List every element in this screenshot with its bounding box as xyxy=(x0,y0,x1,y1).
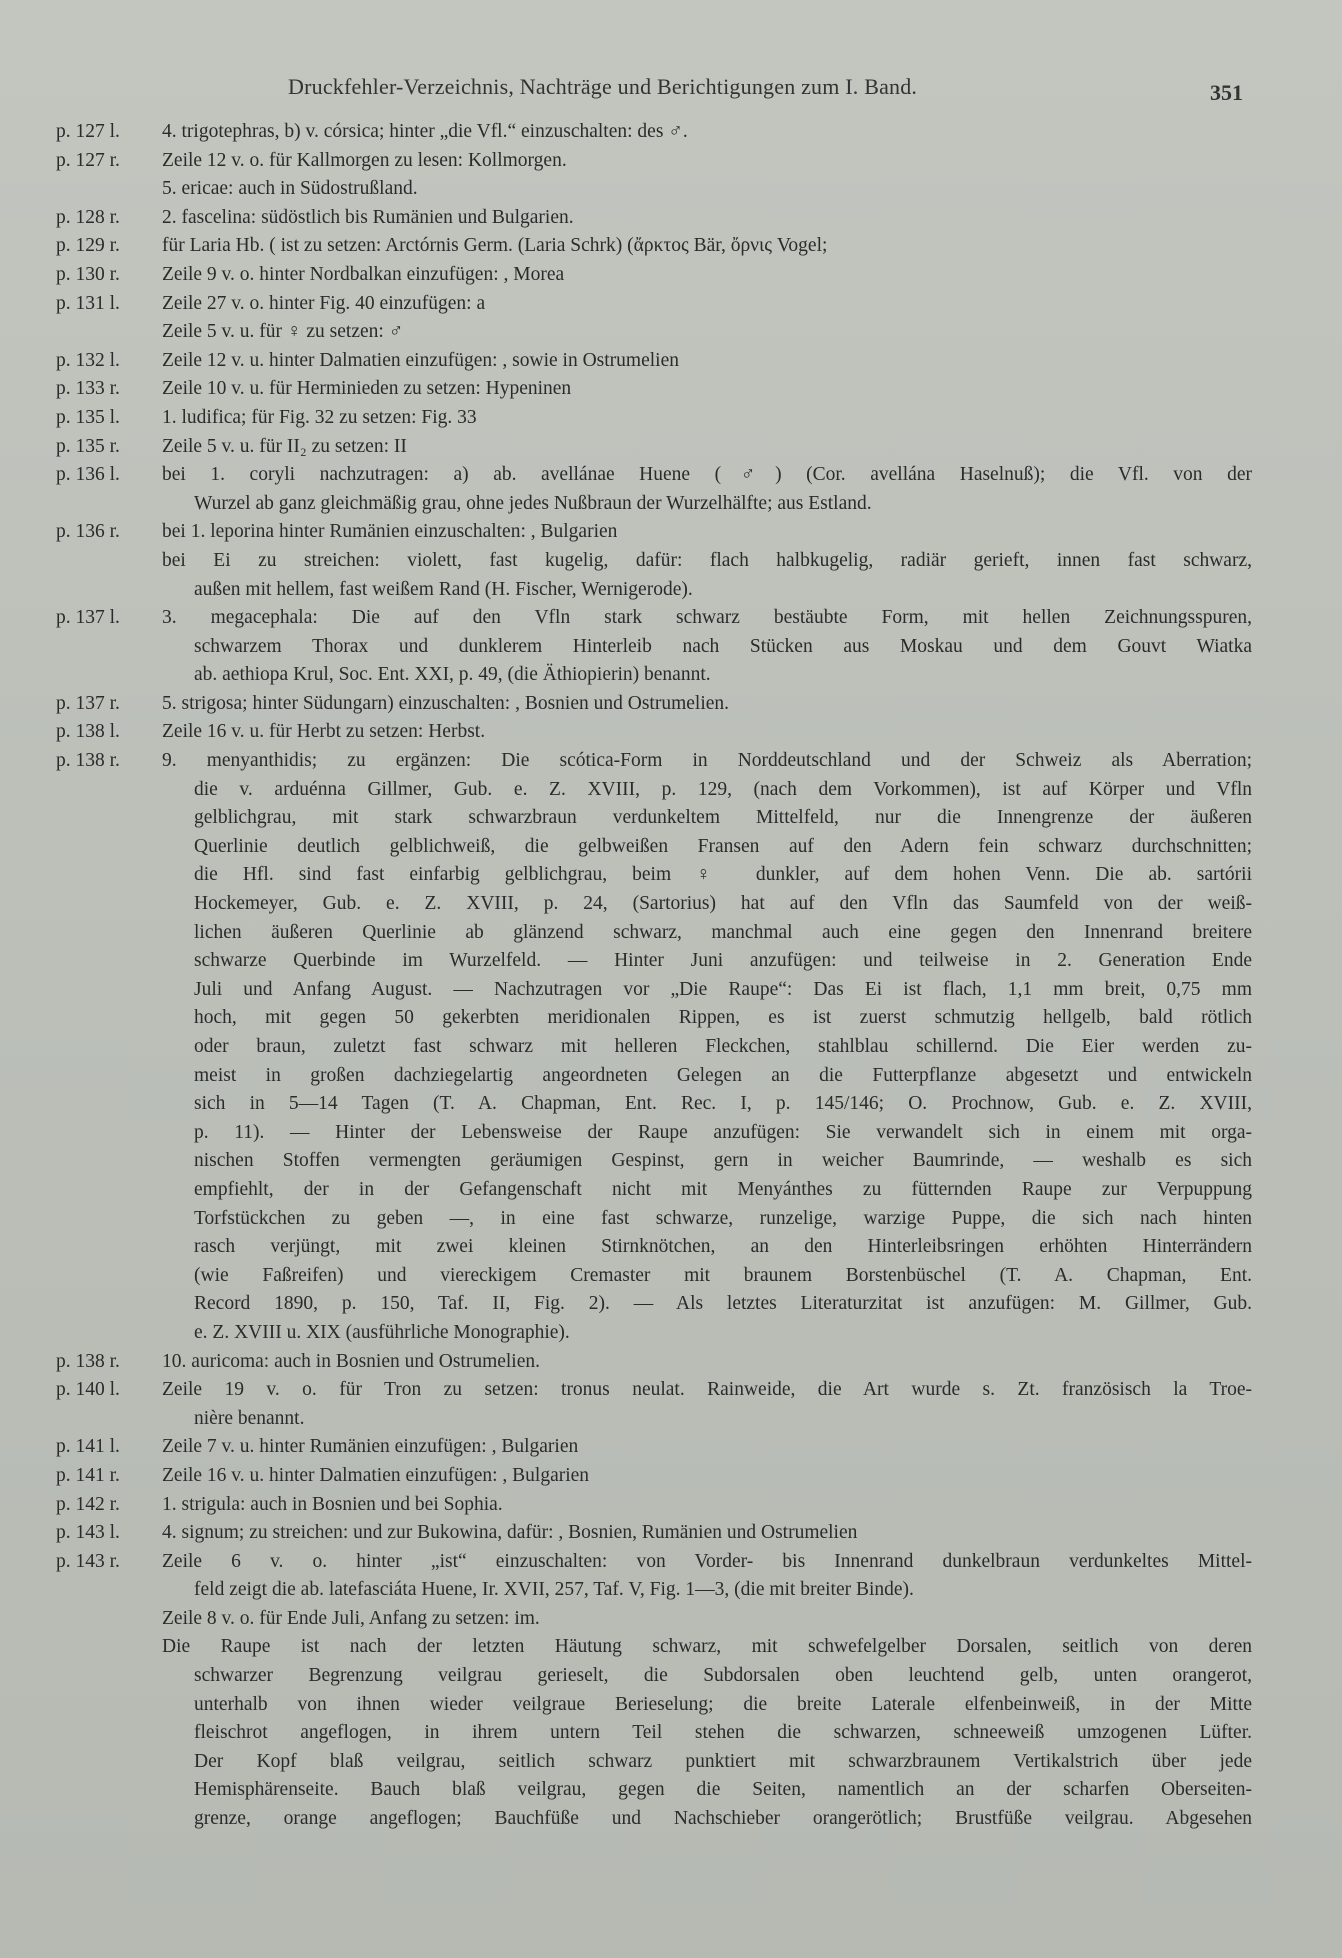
errata-entry xyxy=(0,347,1342,376)
errata-entry xyxy=(0,1519,1342,1548)
errata-entry xyxy=(0,461,1342,518)
text-line: unterhalb von ihnen wieder veilgraue Berieselung; die breite Laterale elfenbeinweiß, in der Mitte xyxy=(194,1693,1252,1715)
text-line: Zeile 8 v. o. für Ende Juli, Anfang zu setzen: im. xyxy=(162,1607,540,1629)
errata-entry xyxy=(0,147,1342,204)
entry-text xyxy=(162,747,1252,1347)
errata-entry xyxy=(0,690,1342,719)
entry-text xyxy=(162,718,1252,747)
text-line: 4. trigotephras, b) v. córsica; hinter „die Vfl.“ einzuschalten: des ♂. xyxy=(162,121,688,142)
entry-text xyxy=(162,1462,1252,1491)
text-line: sich in 5—14 Tagen (T. A. Chapman, Ent. Rec. I, p. 145/146; O. Prochnow, Gub. e. Z. XVIII, xyxy=(194,1093,1252,1115)
text-line: Juli und Anfang August. — Nachzutragen vor „Die Raupe“: Das Ei ist flach, 1,1 mm breit, 0,75 mm xyxy=(194,978,1252,1000)
entry-page-ref: p. 136 l. xyxy=(56,464,120,486)
entry-text xyxy=(162,1548,1252,1834)
entry-text xyxy=(162,433,1252,462)
text-line: die v. arduénna Gillmer, Gub. e. Z. XVIII, p. 129, (nach dem Vorkommen), ist auf Körper und Vfln xyxy=(194,778,1252,800)
errata-entry xyxy=(0,1548,1342,1834)
text-line: bei 1. coryli nachzutragen: a) ab. avellánae Huene (♂) (Cor. avellána Haselnuß); die Vfl. von der xyxy=(162,464,1252,486)
errata-entry xyxy=(0,261,1342,290)
entry-page-ref: p. 138 r. xyxy=(56,1350,120,1372)
entry-page-ref: p. 138 l. xyxy=(56,721,120,743)
entry-page-ref: p. 143 r. xyxy=(56,1550,120,1572)
entry-text xyxy=(162,1433,1252,1462)
entry-text xyxy=(162,690,1252,719)
errata-entry xyxy=(0,1462,1342,1491)
text-line: schwarze Querbinde im Wurzelfeld. — Hinter Juni anzufügen: und teilweise in 2. Generation Ende xyxy=(194,950,1252,972)
text-line: die Hfl. sind fast einfarbig gelblichgrau, beim ♀ dunkler, auf dem hohen Venn. Die ab. sartórii xyxy=(194,864,1252,886)
entry-page-ref: p. 141 l. xyxy=(56,1436,120,1458)
text-line: lichen äußeren Querlinie ab glänzend schwarz, manchmal auch eine gegen den Innenrand breitere xyxy=(194,921,1252,943)
entry-page-ref: p. 128 r. xyxy=(56,206,120,228)
entry-text xyxy=(162,347,1252,376)
text-line: nière benannt. xyxy=(194,1407,305,1429)
text-line: 2. fascelina: südöstlich bis Rumänien und Bulgarien. xyxy=(162,206,574,228)
text-line: meist in großen dachziegelartig angeordneten Gelegen an die Futterpflanze abgesetzt und entwickeln xyxy=(194,1064,1252,1086)
entry-text xyxy=(162,375,1252,404)
entry-page-ref: p. 132 l. xyxy=(56,349,120,371)
entry-text xyxy=(162,147,1252,204)
running-header xyxy=(0,74,1342,110)
text-line: Der Kopf blaß veilgrau, seitlich schwarz punktiert mit schwarzbraunem Vertikalstrich über jede xyxy=(194,1750,1252,1772)
text-line: 10. auricoma: auch in Bosnien und Ostrumelien. xyxy=(162,1350,541,1372)
errata-entry xyxy=(0,518,1342,604)
text-line: e. Z. XVIII u. XIX (ausführliche Monographie). xyxy=(194,1321,570,1343)
text-line: grenze, orange angeflogen; Bauchfüße und Nachschieber orangerötlich; Brustfüße veilgrau. Abgesehen xyxy=(194,1808,1252,1830)
entry-text xyxy=(162,232,1252,261)
text-line: Zeile 27 v. o. hinter Fig. 40 einzufügen: a xyxy=(162,292,486,314)
text-line: bei 1. leporina hinter Rumänien einzuschalten: , Bulgarien xyxy=(162,521,618,543)
entry-text xyxy=(162,518,1252,604)
entry-page-ref: p. 142 r. xyxy=(56,1493,120,1515)
errata-entry xyxy=(0,375,1342,404)
text-line: Zeile 16 v. u. für Herbt zu setzen: Herbst. xyxy=(162,721,486,743)
text-line: 9. menyanthidis; zu ergänzen: Die scótica-Form in Norddeutschland und der Schweiz als Aberration; xyxy=(162,750,1252,772)
entry-page-ref: p. 127 l. xyxy=(56,121,120,142)
entry-page-ref: p. 127 r. xyxy=(56,149,120,171)
text-line: Zeile 10 v. u. für Herminieden zu setzen: Hypeninen xyxy=(162,378,572,400)
text-line: Zeile 12 v. o. für Kallmorgen zu lesen: Kollmorgen. xyxy=(162,149,567,171)
text-line: außen mit hellem, fast weißem Rand (H. Fischer, Wernigerode). xyxy=(194,578,693,600)
entry-page-ref: p. 137 l. xyxy=(56,607,120,629)
entry-page-ref: p. 135 l. xyxy=(56,406,120,428)
text-line: hoch, mit gegen 50 gekerbten meridionalen Rippen, es ist zuerst schmutzig hellgelb, bald rötlich xyxy=(194,1007,1252,1029)
entry-page-ref: p. 131 l. xyxy=(56,292,120,314)
text-line: 1. ludifica; für Fig. 32 zu setzen: Fig. 33 xyxy=(162,406,477,428)
text-line: Zeile 7 v. u. hinter Rumänien einzufügen: , Bulgarien xyxy=(162,1436,579,1458)
text-line: Zeile 19 v. o. für Tron zu setzen: tronus neulat. Rainweide, die Art wurde s. Zt. französisch la Troe- xyxy=(162,1379,1252,1401)
header-title: Druckfehler-Verzeichnis, Nachträge und Berichtigungen zum I. Band. xyxy=(288,74,918,99)
entry-text xyxy=(162,261,1252,290)
entry-text xyxy=(162,604,1252,690)
page-number: 351 xyxy=(1210,80,1243,105)
entry-page-ref: p. 135 r. xyxy=(56,435,120,457)
text-line: Torfstückchen zu geben —, in eine fast schwarze, runzelige, warzige Puppe, die sich nach hinten xyxy=(194,1207,1252,1229)
entry-text xyxy=(162,461,1252,518)
entry-page-ref: p. 133 r. xyxy=(56,378,120,400)
text-line: p. 11). — Hinter der Lebensweise der Raupe anzufügen: Sie verwandelt sich in einem mit orga- xyxy=(194,1121,1252,1143)
text-line: Zeile 12 v. u. hinter Dalmatien einzufügen: , sowie in Ostrumelien xyxy=(162,349,679,371)
text-line: 4. signum; zu streichen: und zur Bukowina, dafür: , Bosnien, Rumänien und Ostrumelien xyxy=(162,1522,858,1544)
text-line: Record 1890, p. 150, Taf. II, Fig. 2). — Als letztes Literaturzitat ist anzufügen: M. Gillmer, Gub. xyxy=(194,1293,1252,1315)
errata-entry xyxy=(0,604,1342,690)
text-line: Zeile 9 v. o. hinter Nordbalkan einzufügen: , Morea xyxy=(162,263,565,285)
entry-page-ref: p. 129 r. xyxy=(56,235,120,257)
text-line: Querlinie deutlich gelblichweiß, die gelbweißen Fransen auf den Adern fein schwarz durchschnitten; xyxy=(194,835,1252,857)
text-line: Zeile 16 v. u. hinter Dalmatien einzufügen: , Bulgarien xyxy=(162,1464,590,1486)
text-line: Hockemeyer, Gub. e. Z. XVIII, p. 24, (Sartorius) hat auf den Vfln das Saumfeld von der weiß- xyxy=(194,893,1252,915)
entry-text xyxy=(162,1348,1252,1377)
text-line: 1. strigula: auch in Bosnien und bei Sophia. xyxy=(162,1493,503,1515)
errata-entry xyxy=(0,404,1342,433)
errata-entry xyxy=(0,290,1342,347)
entry-page-ref: p. 141 r. xyxy=(56,1464,120,1486)
errata-entry xyxy=(0,1433,1342,1462)
entry-text xyxy=(162,1376,1252,1433)
text-line: bei Ei zu streichen: violett, fast kugelig, dafür: flach halbkugelig, radiär gerieft, innen fast schwarz, xyxy=(162,549,1252,571)
entry-page-ref: p. 138 r. xyxy=(56,750,120,772)
text-line: fleischrot angeflogen, in ihrem untern Teil stehen die schwarzen, schneeweiß umzogenen Lüfter. xyxy=(194,1722,1252,1744)
text-line: oder braun, zuletzt fast schwarz mit helleren Fleckchen, stahlblau schillernd. Die Eier werden zu- xyxy=(194,1036,1252,1057)
entry-page-ref: p. 130 r. xyxy=(56,263,120,285)
errata-entry xyxy=(0,1348,1342,1377)
entry-text xyxy=(162,1491,1252,1520)
entry-text xyxy=(162,118,1252,147)
text-line: für Laria Hb. ( ist zu setzen: Arctórnis Germ. (Laria Schrk) (ἄρκτος Bär, ὄρνις Vogel; xyxy=(162,235,828,257)
errata-entry xyxy=(0,118,1342,147)
errata-list xyxy=(0,118,1342,1834)
text-line: Die Raupe ist nach der letzten Häutung schwarz, mit schwefelgelber Dorsalen, seitlich von deren xyxy=(162,1636,1252,1658)
text-line: empfiehlt, der in der Gefangenschaft nicht mit Menyánthes zu fütternden Raupe zur Verpuppung xyxy=(194,1178,1252,1200)
text-line: (wie Faßreifen) und viereckigem Cremaster mit braunem Borstenbüschel (T. A. Chapman, Ent. xyxy=(194,1264,1252,1286)
errata-entry xyxy=(0,747,1342,1347)
text-line: 3. megacephala: Die auf den Vfln stark schwarz bestäubte Form, mit hellen Zeichnungsspuren, xyxy=(162,607,1252,629)
text-line: rasch verjüngt, mit zwei kleinen Stirnknötchen, an den Hinterleibsringen erhöhten Hinterrändern xyxy=(194,1236,1252,1258)
text-line: nischen Stoffen vermengten geräumigen Gespinst, gern in weicher Baumrinde, — weshalb es sich xyxy=(194,1150,1252,1172)
text-line: Hemisphärenseite. Bauch blaß veilgrau, gegen die Seiten, namentlich an der scharfen Oberseiten- xyxy=(194,1779,1252,1801)
errata-entry xyxy=(0,718,1342,747)
text-line: ab. aethiopa Krul, Soc. Ent. XXI, p. 49, (die Äthiopierin) benannt. xyxy=(194,664,711,686)
errata-entry xyxy=(0,204,1342,233)
entry-text xyxy=(162,204,1252,233)
errata-entry xyxy=(0,232,1342,261)
text-line: schwarzer Begrenzung veilgrau gerieselt, die Subdorsalen oben leuchtend gelb, unten orangerot, xyxy=(194,1665,1252,1687)
text-line: feld zeigt die ab. latefasciáta Huene, Ir. XVII, 257, Taf. V, Fig. 1—3, (die mit breiter Binde). xyxy=(194,1579,914,1601)
text-line: Zeile 5 v. u. für ♀ zu setzen: ♂ xyxy=(162,321,404,343)
entry-page-ref: p. 137 r. xyxy=(56,692,120,714)
errata-entry xyxy=(0,1491,1342,1520)
text-line: Wurzel ab ganz gleichmäßig grau, ohne jedes Nußbraun der Wurzelhälfte; aus Estland. xyxy=(194,492,872,514)
errata-entry xyxy=(0,433,1342,462)
entry-text xyxy=(162,404,1252,433)
errata-entry xyxy=(0,1376,1342,1433)
text-line: schwarzem Thorax und dunklerem Hinterleib nach Stücken aus Moskau und dem Gouvt Wiatka xyxy=(194,635,1252,657)
text-line: gelblichgrau, mit stark schwarzbraun verdunkeltem Mittelfeld, nur die Innengrenze der äußeren xyxy=(194,807,1252,829)
text-line: 5. strigosa; hinter Südungarn) einzuschalten: , Bosnien und Ostrumelien. xyxy=(162,692,730,714)
entry-page-ref: p. 143 l. xyxy=(56,1522,120,1544)
text-line: Zeile 5 v. u. für II₂ zu setzen: II xyxy=(162,435,407,457)
entry-page-ref: p. 140 l. xyxy=(56,1379,120,1401)
text-line: 5. ericae: auch in Südostrußland. xyxy=(162,178,418,200)
entry-text xyxy=(162,290,1252,347)
text-line: Zeile 6 v. o. hinter „ist“ einzuschalten: von Vorder- bis Innenrand dunkelbraun verdunkeltes Mittel- xyxy=(162,1550,1252,1572)
entry-text xyxy=(162,1519,1252,1548)
entry-page-ref: p. 136 r. xyxy=(56,521,120,543)
